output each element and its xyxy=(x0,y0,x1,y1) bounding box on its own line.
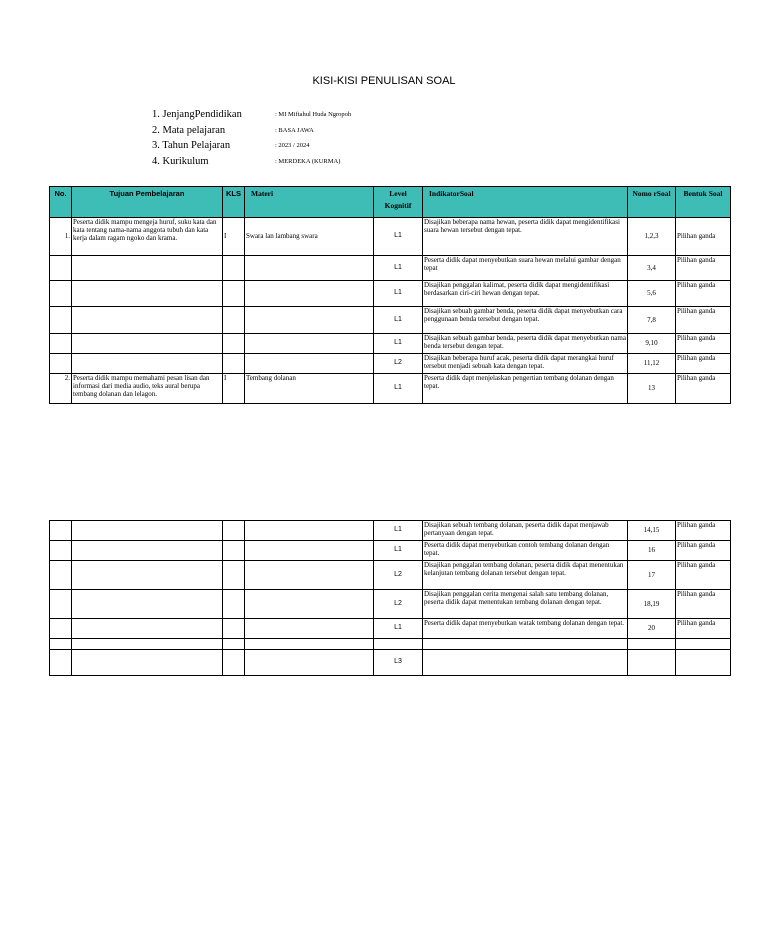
info-row xyxy=(152,107,351,123)
cell-nomor: 3,4 xyxy=(628,256,676,281)
cell-kls: I xyxy=(223,374,245,404)
header-tujuan: Tujuan Pembelajaran xyxy=(72,187,223,218)
info-value: : MI Miftahul Huda Ngropoh xyxy=(275,111,352,119)
cell-kls xyxy=(223,354,245,374)
table-row xyxy=(50,561,731,590)
cell-level: L2 xyxy=(374,354,423,374)
cell-materi: Tembang dolanan xyxy=(245,374,374,404)
cell-materi xyxy=(245,354,374,374)
cell-indikator: Disajikan penggalan tembang dolanan, peserta didik dapat menentukan kelanjutan tembang dolanan tersebut dengan tepat. xyxy=(423,561,628,590)
cell-indikator xyxy=(423,650,628,676)
table-row xyxy=(50,541,731,561)
cell-indikator: Disajikan sebuah gambar benda, peserta didik dapat menyebutkan cara penggunaan benda tersebut dengan tepat. xyxy=(423,307,628,334)
cell-no: 2. xyxy=(50,374,72,404)
cell-level: L1 xyxy=(374,218,423,256)
cell-tujuan xyxy=(72,281,223,307)
cell-level: L1 xyxy=(374,307,423,334)
info-label: 2. Mata pelajaran xyxy=(152,124,226,136)
table-row xyxy=(50,334,731,354)
info-value: : 2023 / 2024 xyxy=(275,142,310,150)
cell-nomor: 16 xyxy=(628,541,676,561)
cell-no xyxy=(50,354,72,374)
cell-indikator xyxy=(423,639,628,650)
cell-nomor xyxy=(628,650,676,676)
info-label: 3. Tahun Pelajaran xyxy=(152,140,231,152)
cell-nomor: 5,6 xyxy=(628,281,676,307)
cell-indikator: Disajikan beberapa nama hewan, peserta didik dapat mengidentifikasi suara hewan tersebut dengan tepat. xyxy=(423,218,628,256)
cell-bentuk: Pilihan ganda xyxy=(676,307,731,334)
header-bentuk: Bentuk Soal xyxy=(676,187,731,218)
cell-no: 1. xyxy=(50,218,72,256)
cell-no xyxy=(50,307,72,334)
cell-level xyxy=(374,639,423,650)
cell-level: L1 xyxy=(374,541,423,561)
cell-level: L1 xyxy=(374,334,423,354)
cell-bentuk: Pilihan ganda xyxy=(676,374,731,404)
kisi-kisi-table-continued xyxy=(49,520,731,676)
header-kls: KLS xyxy=(223,187,245,218)
cell-level: L1 xyxy=(374,374,423,404)
cell-indikator: Disajikan penggalan kalimat, peserta didik dapat mengidentifikasi berdasarkan ciri-ciri hewan dengan tepat. xyxy=(423,281,628,307)
cell-level: L2 xyxy=(374,561,423,590)
kisi-kisi-table xyxy=(49,186,731,404)
cell-nomor: 7,8 xyxy=(628,307,676,334)
cell-bentuk: Pilihan ganda xyxy=(676,334,731,354)
header-indikator: IndikatorSoal xyxy=(423,187,628,218)
table-row xyxy=(50,354,731,374)
cell-bentuk xyxy=(676,639,731,650)
header-no: No. xyxy=(50,187,72,218)
cell-nomor: 1,2,3 xyxy=(628,218,676,256)
cell-level: L1 xyxy=(374,281,423,307)
cell-nomor: 9,10 xyxy=(628,334,676,354)
cell-tujuan xyxy=(72,354,223,374)
info-label: 4. Kurikulum xyxy=(152,155,209,167)
cell-indikator: Disajikan penggalan cerita mengenai salah satu tembang dolanan, peserta didik dapat menentukan tembang dolanan dengan tepat. xyxy=(423,590,628,619)
cell-bentuk: Pilihan ganda xyxy=(676,256,731,281)
cell-kls xyxy=(223,307,245,334)
cell-nomor: 13 xyxy=(628,374,676,404)
cell-nomor xyxy=(628,639,676,650)
header-nomor: Nomo rSoal xyxy=(628,187,676,218)
cell-indikator: Peserta didik dapat menyebutkan watak tembang dolanan dengan tepat. xyxy=(423,619,628,639)
cell-bentuk: Pilihan ganda xyxy=(676,561,731,590)
cell-nomor: 14,15 xyxy=(628,521,676,541)
cell-level: L1 xyxy=(374,521,423,541)
cell-bentuk: Pilihan ganda xyxy=(676,590,731,619)
table-row xyxy=(50,307,731,334)
document-info xyxy=(152,107,351,169)
cell-nomor: 11,12 xyxy=(628,354,676,374)
cell-bentuk: Pilihan ganda xyxy=(676,541,731,561)
page-title: KISI-KISI PENULISAN SOAL xyxy=(312,75,456,87)
cell-level: L3 xyxy=(374,650,423,676)
cell-tujuan: Peserta didik mampu memahami pesan lisan dan informasi dari media audio, teks aural berupa tembang dolanan dan lelagon. xyxy=(72,374,223,404)
info-row xyxy=(152,154,351,170)
cell-indikator: Peserta didik dapt menjelaskan pengertian tembang dolanan dengan tepat. xyxy=(423,374,628,404)
cell-kls xyxy=(223,334,245,354)
cell-materi xyxy=(245,307,374,334)
cell-bentuk: Pilihan ganda xyxy=(676,281,731,307)
cell-nomor: 17 xyxy=(628,561,676,590)
cell-kls xyxy=(223,281,245,307)
header-materi: Materi xyxy=(245,187,374,218)
cell-indikator: Disajikan sebuah gambar benda, peserta didik dapat menyebutkan nama benda tersebut dengan tepat. xyxy=(423,334,628,354)
cell-bentuk: Pilihan ganda xyxy=(676,619,731,639)
cell-tujuan xyxy=(72,334,223,354)
cell-no xyxy=(50,334,72,354)
cell-nomor: 20 xyxy=(628,619,676,639)
info-value: : MERDEKA (KURMA) xyxy=(275,157,341,165)
cell-no xyxy=(50,281,72,307)
cell-tujuan: Peserta didik mampu mengeja huruf, suku kata dan kata tentang nama-nama anggota tubuh dan kata kerja dalam ragam ngoko dan krama. xyxy=(72,218,223,256)
table-row xyxy=(50,256,731,281)
cell-bentuk: Pilihan ganda xyxy=(676,521,731,541)
info-row xyxy=(152,138,351,154)
cell-level: L1 xyxy=(374,256,423,281)
cell-indikator: Disajikan sebuah tembang dolanan, peserta didik dapat menjawab pertanyaan dengan tepat. xyxy=(423,521,628,541)
table-header-row xyxy=(50,187,731,218)
table-row xyxy=(50,650,731,676)
table-row xyxy=(50,218,731,256)
cell-indikator: Peserta didik dapat menyebutkan contoh tembang dolanan dengan tepat. xyxy=(423,541,628,561)
header-level: Level Kognitif xyxy=(374,187,423,218)
cell-tujuan xyxy=(72,307,223,334)
table-row xyxy=(50,281,731,307)
info-row xyxy=(152,123,351,139)
cell-materi xyxy=(245,256,374,281)
cell-materi: Swara lan lambang swara xyxy=(245,218,374,256)
info-label: 1. JenjangPendidikan xyxy=(152,109,242,121)
table-row xyxy=(50,619,731,639)
cell-level: L1 xyxy=(374,619,423,639)
cell-indikator: Peserta didik dapat menyebutkan suara hewan melalui gambar dengan tepat xyxy=(423,256,628,281)
cell-kls xyxy=(223,256,245,281)
cell-indikator: Disajikan beberapa huruf acak, peserta didik dapat merangkai huruf tersebut menjadi sebuah kata dengan tepat. xyxy=(423,354,628,374)
cell-nomor: 18,19 xyxy=(628,590,676,619)
cell-tujuan xyxy=(72,256,223,281)
info-value: : BASA JAWA xyxy=(275,126,314,134)
cell-materi xyxy=(245,334,374,354)
cell-bentuk: Pilihan ganda xyxy=(676,354,731,374)
table-row xyxy=(50,521,731,541)
table-row xyxy=(50,590,731,619)
cell-no xyxy=(50,256,72,281)
cell-kls: I xyxy=(223,218,245,256)
cell-materi xyxy=(245,281,374,307)
table-row xyxy=(50,374,731,404)
cell-bentuk xyxy=(676,650,731,676)
table-row xyxy=(50,639,731,650)
cell-bentuk: Pilihan ganda xyxy=(676,218,731,256)
cell-level: L2 xyxy=(374,590,423,619)
